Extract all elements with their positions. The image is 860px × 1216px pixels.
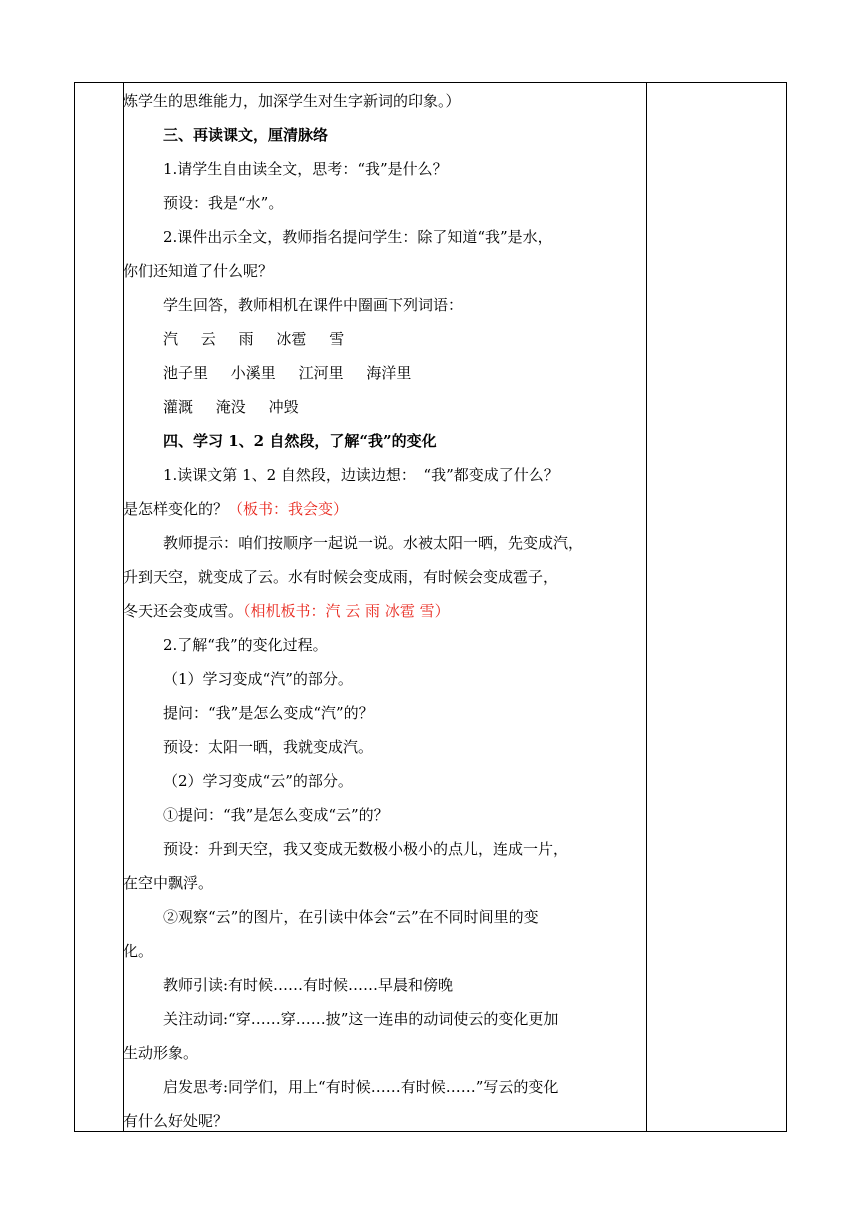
word: 池子里: [163, 364, 209, 382]
text-line: 在空中飘浮。: [123, 874, 214, 892]
board-note: （相机板书：汽 云 雨 冰雹 雪）: [243, 602, 450, 620]
text-line: 你们还知道了什么呢？: [123, 262, 274, 280]
text-line: 升到天空，就变成了云。水有时候会变成雨，有时候会变成雹子，: [123, 568, 559, 586]
text-line: 关注动词:“穿……穿……披”这一连串的动词使云的变化更加: [163, 1010, 559, 1028]
text-line: （1）学习变成“汽”的部分。: [163, 670, 353, 688]
text-line: 教师引读:有时候……有时候……早晨和傍晚: [163, 976, 454, 994]
word-list: [163, 363, 411, 383]
table-divider-right: [646, 83, 647, 1131]
text-line: 学生回答，教师相机在课件中圈画下列词语：: [163, 296, 464, 314]
word: 汽: [163, 330, 179, 348]
word: 云: [200, 330, 216, 348]
text-line: 生动形象。: [123, 1044, 199, 1062]
word: 冲毁: [268, 398, 299, 416]
text-line: 预设：太阳一晒，我就变成汽。: [163, 738, 374, 756]
text-line: 1.请学生自由读全文，思考：“我”是什么？: [163, 160, 448, 178]
word: 雨: [238, 330, 254, 348]
text-line: 炼学生的思维能力，加深学生对生字新词的印象。）: [123, 92, 461, 110]
text-line: 有什么好处呢？: [123, 1112, 229, 1130]
text-line: 1.读课文第 1、2 自然段，边读边想： “我”都变成了什么？: [163, 466, 559, 484]
section-heading: 四、学习 1、2 自然段，了解“我”的变化: [163, 432, 437, 450]
text-span: 冬天还会变成雪。: [123, 602, 244, 620]
text-line: 化。: [123, 942, 154, 960]
text-line: 2.了解“我”的变化过程。: [163, 636, 328, 654]
text-line: ②观察“云”的图片，在引读中体会“云”在不同时间里的变: [163, 908, 539, 926]
text-line: [123, 499, 348, 519]
text-span: 是怎样变化的？: [123, 500, 229, 518]
word-list: [163, 329, 344, 349]
word: 海洋里: [366, 364, 412, 382]
text-line: 预设：我是“水”。: [163, 194, 284, 212]
word: 雪: [329, 330, 345, 348]
word: 灌溉: [163, 398, 194, 416]
word: 冰雹: [276, 330, 307, 348]
text-line: [123, 601, 450, 621]
text-line: 提问：“我”是怎么变成“汽”的？: [163, 704, 374, 722]
text-line: 教师提示：咱们按顺序一起说一说。水被太阳一晒，先变成汽，: [163, 534, 584, 552]
word: 小溪里: [230, 364, 276, 382]
section-heading: 三、再读课文，厘清脉络: [163, 126, 329, 144]
text-line: 2.课件出示全文，教师指名提问学生：除了知道“我”是水，: [163, 228, 553, 246]
board-note: （板书：我会变）: [228, 500, 349, 518]
text-line: 预设：升到天空，我又变成无数极小极小的点儿，连成一片，: [163, 840, 569, 858]
text-line: （2）学习变成“云”的部分。: [163, 772, 353, 790]
text-line: ①提问：“我”是怎么变成“云”的？: [163, 806, 389, 824]
word: 江河里: [298, 364, 344, 382]
text-line: 启发思考:同学们，用上“有时候……有时候……”写云的变化: [163, 1078, 559, 1096]
word-list: [163, 397, 299, 417]
word: 淹没: [215, 398, 246, 416]
